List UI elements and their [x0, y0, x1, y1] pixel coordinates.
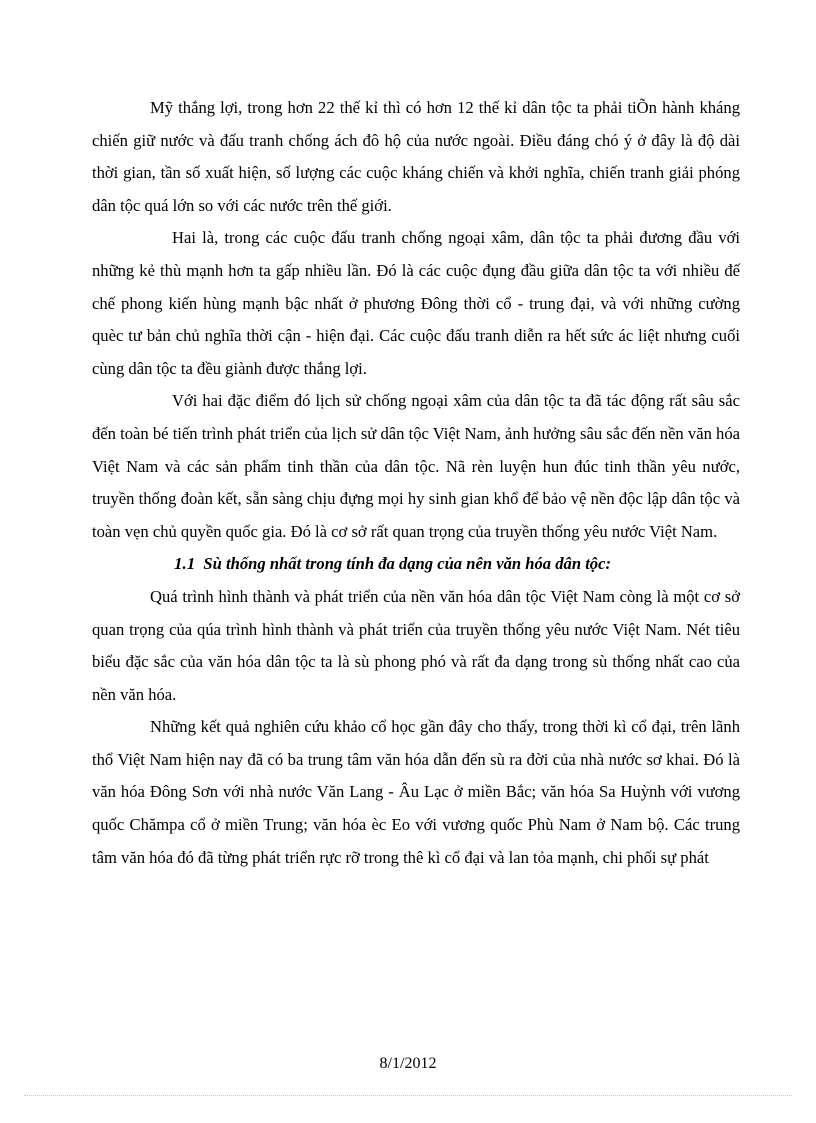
footer-divider — [24, 1095, 792, 1096]
paragraph-3: Với hai đặc điểm đó lịch sử chống ngoại xâm của dân tộc ta đã tác động rất sâu sắc đến toàn bé tiến trình phát triển của lịch sử dân tộc Việt Nam, ảnh hưởng sâu sắc đến nền văn hóa Việt Nam và các sản phẩm tinh thần của dân tộc. Nã rèn luyện hun đúc tinh thần yêu nước, truyền thống đoàn kết, sẵn sàng chịu đựng mọi hy sinh gian khổ để bảo vệ nền độc lập dân tộc và toàn vẹn chủ quyền quốc gia. Đó là cơ sở rất quan trọng của truyền thống yêu nước Việt Nam. — [92, 391, 740, 541]
section-title: Sù thống nhất trong tính đa dạng của nên văn hóa dân tộc: — [203, 554, 611, 574]
paragraph-2: Hai là, trong các cuộc đấu tranh chống ngoại xâm, dân tộc ta phải đương đầu với những kẻ thù mạnh hơn ta gấp nhiều lần. Đó là các cuộc đụng đầu giữa dân tộc ta với nhiều đế chế phong kiến hùng mạnh bậc nhất ở phương Đông thời cổ - trung đại, và với những cường quèc tư bản chủ nghĩa thời cận - hiện đại. Các cuộc đấu tranh diễn ra hết sức ác liệt nhưng cuối cùng dân tộc ta đều giành được thắng lợi. — [92, 228, 740, 378]
section-number: 1.1 — [174, 554, 196, 574]
paragraph-5: Những kết quả nghiên cứu khảo cổ học gần đây cho thấy, trong thời kì cổ đại, trên lãnh thổ Việt Nam hiện nay đã có ba trung tâm văn hóa dẫn đến sù ra đời của nhà nước sơ khai. Đó là văn hóa Đông Sơn với nhà nước Văn Lang - Âu Lạc ở miền Bắc; văn hóa Sa Huỳnh với vương quốc Chămpa cổ ở miền Trung; văn hóa èc Eo với vương quốc Phù Nam ở Nam bộ. Các trung tâm văn hóa đó đã từng phát triển rực rỡ trong thê kì cổ đại và lan tỏa mạnh, chi phối sự phát — [92, 717, 740, 867]
paragraph-1: Mỹ thắng lợi, trong hơn 22 thế kỉ thì có hơn 12 thế kỉ dân tộc ta phải tiÕn hành kháng chiến giữ nước và đấu tranh chống ách đô hộ của nước ngoài. Điều đáng chó ý ở đây là độ dài thời gian, tần số xuất hiện, số lượng các cuộc kháng chiến và khởi nghĩa, chiến tranh giải phóng dân tộc quá lớn so với các nước trên thế giới. — [92, 98, 740, 215]
section-heading — [92, 548, 740, 581]
document-body — [92, 92, 740, 874]
paragraph-4: Quá trình hình thành và phát triển của nền văn hóa dân tộc Việt Nam còng là một cơ sở quan trọng của qúa trình hình thành và phát triển của truyền thống yêu nước Việt Nam. Nét tiêu biểu đặc sắc của văn hóa dân tộc ta là sù phong phó và rất đa dạng trong sù thống nhất cao của nền văn hóa. — [92, 586, 740, 704]
footer-date: 8/1/2012 — [379, 1055, 437, 1072]
